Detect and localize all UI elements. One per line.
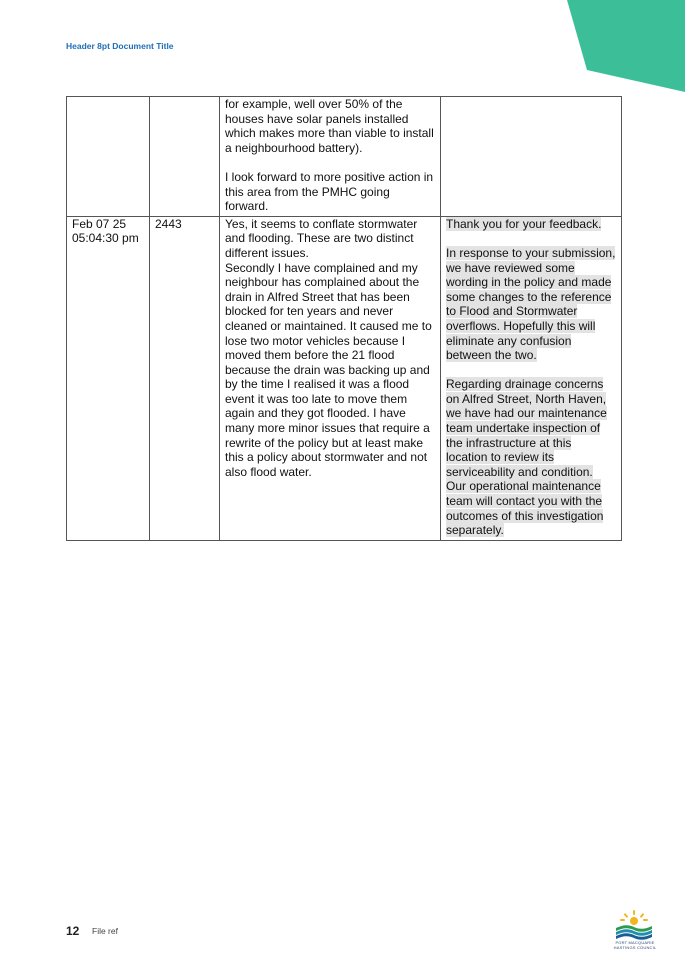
response-paragraph: In response to your submission, we have reviewed some wording in the policy and made some changes to the reference to Flood and Stormwater overflows. Hopefully this will eliminate any confusion between the two. <box>446 245 616 363</box>
response-paragraph: Thank you for your feedback. <box>446 216 602 231</box>
page-number: 12 <box>66 924 80 938</box>
submission-paragraph: Secondly I have complained and my neighbour has complained about the drain in Alfred Street that has been blocked for ten years and never cleaned or maintained. It caused me to lose two motor vehicles because I moved them before the 21 flood because the drain was backing up and by the time I realised it was a flood event it was too late to move them again and they got flooded. I have many more minor issues that require a rewrite of the policy but at least make this a policy about stormwater and not also flood water. <box>225 260 432 479</box>
paragraph-gap <box>225 155 435 170</box>
response-cell <box>441 97 622 217</box>
table-row <box>67 216 622 540</box>
submission-paragraph: for example, well over 50% of the houses have solar panels installed which makes more than viable to install a neighbourhood battery). <box>225 97 434 155</box>
id-cell: 2443 <box>150 216 220 540</box>
id-cell <box>150 97 220 217</box>
file-ref-label: File ref <box>92 926 118 936</box>
submission-cell <box>220 97 441 217</box>
response-paragraph: Regarding drainage concerns on Alfred Street, North Haven, we have had our maintenance team undertake inspection of the infrastructure at this location to review its serviceability and condition. Our operational maintenance team will contact you with the outcomes of this investigation separately. <box>446 377 607 538</box>
table-row <box>67 97 622 217</box>
response-cell <box>441 216 622 540</box>
date-cell <box>67 97 150 217</box>
submission-paragraph: I look forward to more positive action in this area from the PMHC going forward. <box>225 169 434 214</box>
council-logo-text: PORT MACQUARIE HASTINGS COUNCIL <box>613 940 657 950</box>
submission-cell <box>220 216 441 540</box>
submission-paragraph: Yes, it seems to conflate stormwater and flooding. These are two distinct different issues. <box>225 216 418 260</box>
date-cell: Feb 07 25 05:04:30 pm <box>67 216 150 540</box>
submissions-table <box>66 96 622 541</box>
paragraph-gap <box>446 231 616 246</box>
corner-accent-shape <box>565 0 685 92</box>
paragraph-gap <box>446 363 616 378</box>
header-title: Header 8pt Document Title <box>66 41 174 51</box>
